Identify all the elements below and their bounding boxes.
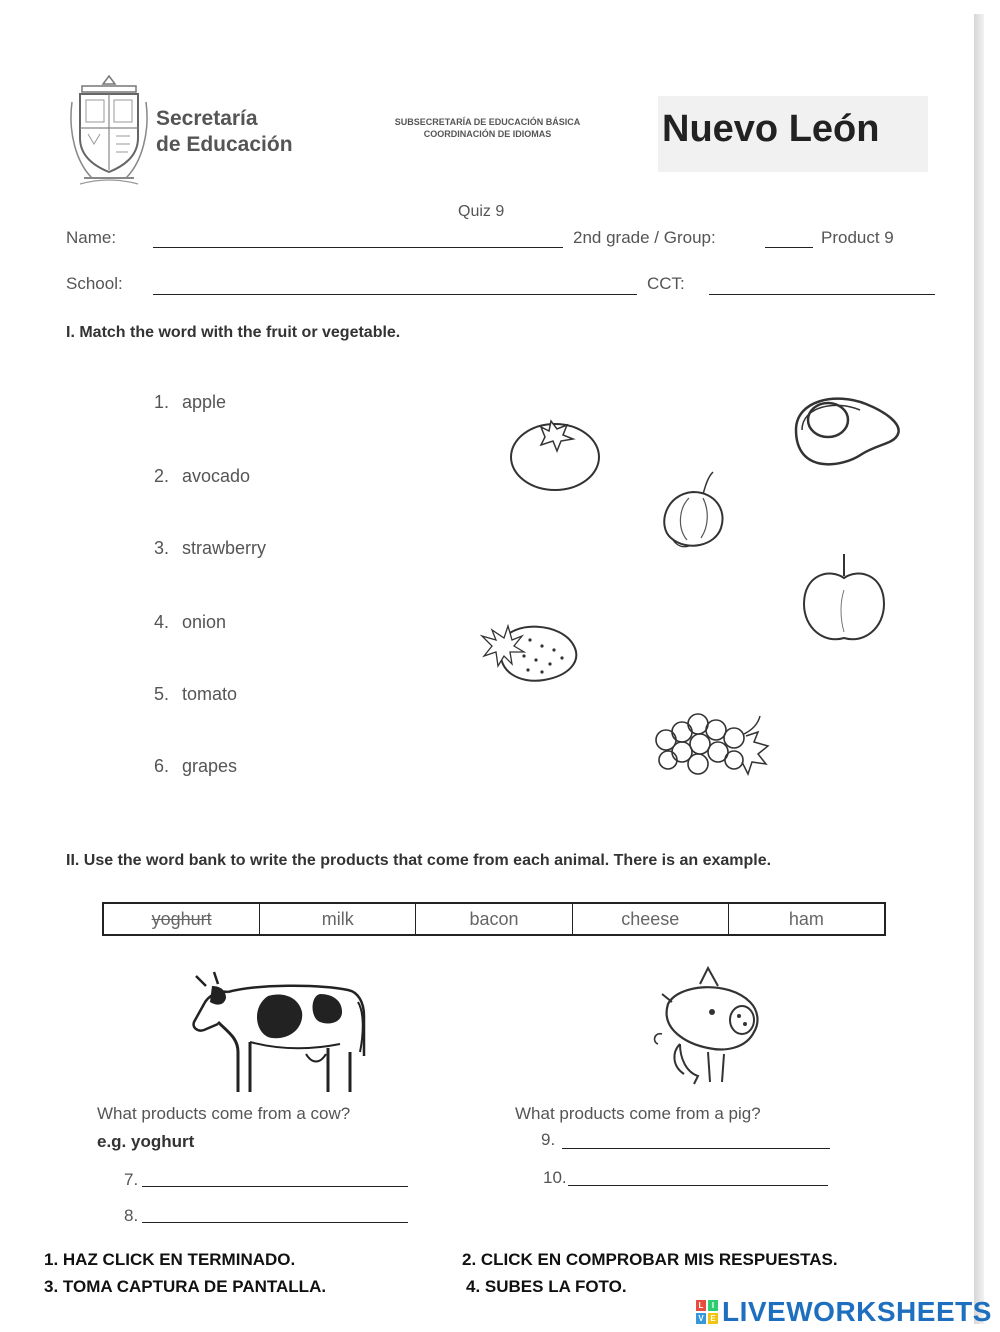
word-bank-cell: cheese (572, 904, 728, 934)
name-label: Name: (66, 228, 117, 247)
school-line[interactable] (153, 294, 637, 295)
word-bank-table (102, 902, 886, 936)
answer-line-10[interactable] (568, 1185, 828, 1186)
secretaria-title: Secretaría de Educación (156, 107, 293, 156)
strawberry-icon[interactable] (478, 612, 582, 693)
instruction-3: 3. TOMA CAPTURA DE PANTALLA. (44, 1277, 327, 1296)
cct-line[interactable] (709, 294, 935, 295)
answer-line-7[interactable] (142, 1186, 408, 1187)
word-bank-cell: bacon (415, 904, 571, 934)
nuevo-leon-banner: Nuevo León (658, 96, 928, 172)
word-item-grapes: 6. grapes (154, 756, 238, 776)
blank-number-8: 8. (124, 1206, 139, 1225)
grade-group-label: 2nd grade / Group: (573, 228, 716, 247)
instruction-1: 1. HAZ CLICK EN TERMINADO. (44, 1250, 296, 1269)
word-item-tomato: 5. tomato (154, 684, 238, 704)
product-label: Product 9 (821, 228, 894, 247)
pig-question: What products come from a pig? (515, 1104, 761, 1123)
cow-example: e.g. yoghurt (97, 1132, 195, 1151)
section2-heading: II. Use the word bank to write the products that come from each animal. There is an example. (66, 852, 772, 869)
grapes-icon[interactable] (648, 696, 778, 785)
word-bank-cell: milk (259, 904, 415, 934)
quiz-number: Quiz 9 (458, 203, 505, 220)
word-bank-cell: ham (728, 904, 884, 934)
word-item-strawberry: 3. strawberry (154, 538, 267, 558)
group-line[interactable] (765, 247, 813, 248)
apple-icon[interactable] (798, 552, 890, 653)
word-item-onion: 4. onion (154, 612, 227, 632)
word-item-apple: 1. apple (154, 392, 227, 412)
tomato-icon[interactable] (505, 405, 605, 500)
subsecretaria-text: SUBSECRETARÍA DE EDUCACIÓN BÁSICA COORDINACIÓN DE IDIOMAS (394, 117, 581, 139)
blank-number-7: 7. (124, 1170, 139, 1189)
word-bank-cell: yoghurt (151, 909, 212, 929)
answer-line-8[interactable] (142, 1222, 408, 1223)
liveworksheets-logo (696, 1296, 992, 1328)
blank-number-9: 9. (541, 1130, 556, 1149)
liveworksheets-icon: L I V E (696, 1300, 718, 1324)
name-line[interactable] (153, 247, 563, 248)
state-seal-logo (70, 72, 148, 188)
instruction-4: 4. SUBES LA FOTO. (466, 1277, 627, 1296)
answer-line-9[interactable] (562, 1148, 830, 1149)
cct-label: CCT: (647, 274, 685, 293)
instruction-2: 2. CLICK EN COMPROBAR MIS RESPUESTAS. (462, 1250, 838, 1269)
blank-number-10: 10. (543, 1168, 567, 1187)
cow-icon (188, 962, 368, 1103)
school-label: School: (66, 274, 123, 293)
pig-icon (640, 964, 776, 1101)
section1-heading: I. Match the word with the fruit or vegetable. (66, 324, 401, 341)
avocado-icon[interactable] (788, 390, 904, 481)
onion-icon[interactable] (655, 468, 735, 559)
word-item-avocado: 2. avocado (154, 466, 251, 486)
liveworksheets-wordmark: LIVEWORKSHEETS (722, 1296, 992, 1327)
cow-question: What products come from a cow? (97, 1104, 351, 1123)
page-edge-shadow (974, 14, 984, 1324)
